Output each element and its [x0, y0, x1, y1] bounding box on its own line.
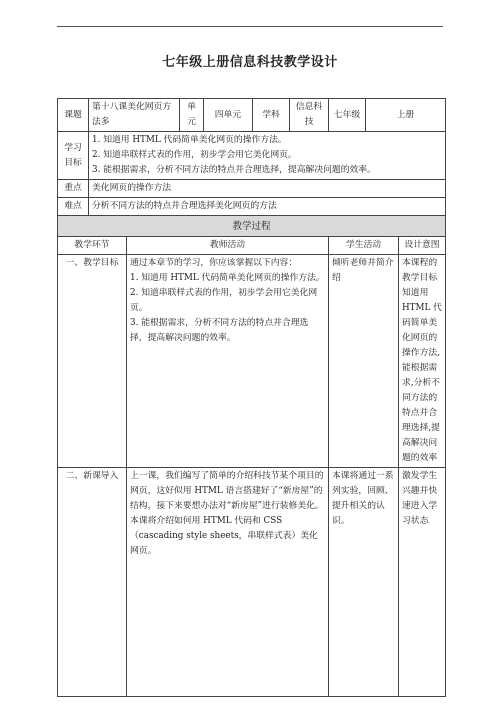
col-student-header: 学生活动 — [329, 237, 399, 255]
header-rule — [57, 26, 443, 27]
volume-value: 上册 — [366, 99, 446, 132]
teacher-activity-cell: 上一课，我们编写了简单的介绍科技节某个项目的网页，这好似用 HTML 语言搭建好了“新房屋”的结构，接下来要想办法对“新房屋”进行装修美化。本课将介绍如何用 HTML 代码和 CSS（cascading style sheets，串联样式表）美化网页。 — [127, 468, 329, 697]
process-header-row — [58, 237, 446, 255]
process-row-intro — [58, 468, 446, 697]
lesson-plan-table — [57, 98, 446, 697]
teacher-line: 2. 知道串联样式表的作用，初步学会用它美化网页。 — [130, 288, 318, 313]
process-row-objectives — [58, 255, 446, 468]
teacher-line: 1. 知道用 HTML 代码简单美化网页的操作方法。 — [130, 273, 325, 283]
difficulty-row — [58, 198, 446, 216]
col-stage-header: 教学环节 — [58, 237, 127, 255]
grade-value: 七年级 — [329, 99, 366, 132]
design-intent-cell: 激发学生兴趣并快速进入学习状态 — [399, 468, 446, 697]
topic-label: 课题 — [58, 99, 89, 132]
student-activity-cell: 本课将通过一系列实验，回顾、提升相关的认识。 — [329, 468, 399, 697]
difficulty-value: 分析不同方法的特点并合理选择美化网页的方法 — [89, 198, 446, 216]
key-point-value: 美化网页的操作方法 — [89, 180, 446, 198]
teacher-line: 通过本章节的学习，你应该掌握以下内容： — [130, 258, 298, 268]
col-intent-header: 设计意图 — [399, 237, 446, 255]
objective-item: 3. 能根据需求，分析不同方法的特点并合理选择，提高解决问题的效率。 — [92, 165, 376, 175]
objectives-row — [58, 132, 446, 180]
key-point-row — [58, 180, 446, 198]
subject-value: 信息科技 — [290, 99, 329, 132]
student-activity-cell: 倾听老师并简介绍 — [329, 255, 399, 468]
objectives-label: 学习目标 — [58, 132, 89, 180]
header-row — [58, 99, 446, 132]
key-point-label: 重点 — [58, 180, 89, 198]
stage-cell: 一、教学目标 — [58, 255, 127, 468]
stage-cell: 二、新课导入 — [58, 468, 127, 697]
difficulty-label: 难点 — [58, 198, 89, 216]
process-title: 教学过程 — [58, 216, 446, 237]
document-title: 七年级上册信息科技教学设计 — [162, 55, 338, 70]
objectives-list — [89, 132, 446, 180]
unit-label: 单元 — [180, 99, 204, 132]
teacher-line: 3. 能根据需求，分析不同方法的特点并合理选择，提高解决问题的效率。 — [130, 318, 309, 343]
objective-item: 2. 知道串联样式表的作用，初步学会用它美化网页。 — [92, 150, 297, 160]
process-title-row — [58, 216, 446, 237]
subject-label: 学科 — [253, 99, 290, 132]
unit-value: 四单元 — [204, 99, 253, 132]
topic-value: 第十八课美化网页方法多 — [89, 99, 180, 132]
objective-item: 1. 知道用 HTML 代码简单美化网页的操作方法。 — [92, 135, 287, 145]
design-intent-cell: 本课程的教学目标知道用 HTML 代码简单美化网页的操作方法,能根据需求,分析不同方法的特点并合理选择,提高解决问题的效率 — [399, 255, 446, 468]
col-teacher-header: 教师活动 — [127, 237, 329, 255]
teacher-activity-cell — [127, 255, 329, 468]
